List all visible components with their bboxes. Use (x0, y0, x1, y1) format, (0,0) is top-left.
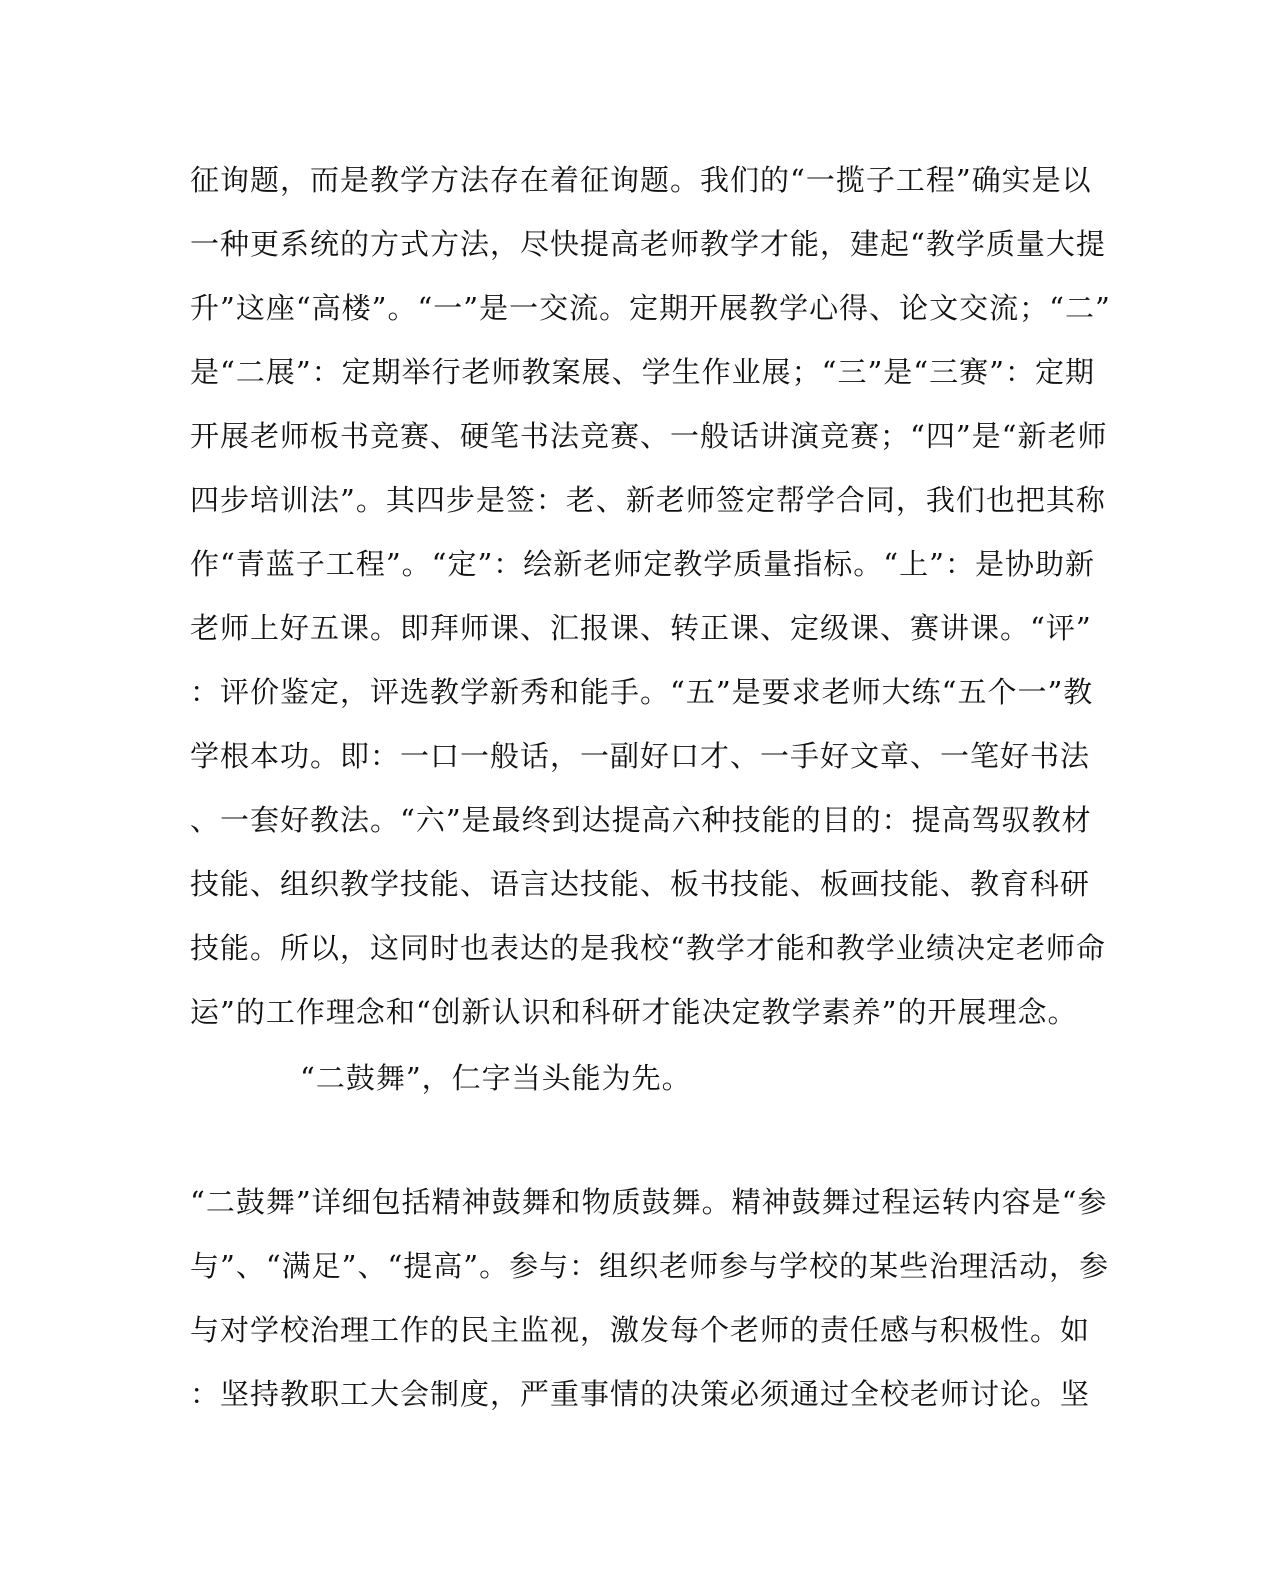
body-text-line: 升”这座“高楼”。“一”是一交流。定期开展教学心得、论文交流；“二” (190, 291, 1111, 325)
body-text-line: ：坚持教职工大会制度，严重事情的决策必须通过全校老师讨论。坚 (190, 1377, 1091, 1411)
body-text-line: 技能。所以，这同时也表达的是我校“教学才能和教学业绩决定老师命 (190, 931, 1106, 965)
body-text-line: 一种更系统的方式方法，尽快提高老师教学才能，建起“教学质量大提 (190, 227, 1106, 261)
body-text-line: 作“青蓝子工程”。“定”：绘新老师定教学质量指标。“上”：是协助新 (190, 547, 1095, 581)
body-text-line: 开展老师板书竞赛、硬笔书法竞赛、一般话讲演竞赛；“四”是“新老师 (190, 419, 1108, 453)
body-text-line: 与对学校治理工作的民主监视，激发每个老师的责任感与积极性。如 (190, 1313, 1091, 1347)
body-text-line: 技能、组织教学技能、语言达技能、板书技能、板画技能、教育科研 (190, 867, 1091, 901)
body-text-line: 与”、“满足”、“提高”。参与：组织老师参与学校的某些治理活动，参 (190, 1249, 1110, 1283)
body-text-line: 老师上好五课。即拜师课、汇报课、转正课、定级课、赛讲课。“评” (190, 611, 1092, 645)
body-text-line: 是“二展”：定期举行老师教案展、学生作业展；“三”是“三赛”：定期 (190, 355, 1095, 389)
body-text-line: 学根本功。即：一口一般话，一副好口才、一手好文章、一笔好书法 (190, 739, 1091, 773)
section-heading: “二鼓舞”，仁字当头能为先。 (300, 1061, 692, 1095)
body-text-line: ：评价鉴定，评选教学新秀和能手。“五”是要求老师大练“五个一”教 (190, 675, 1094, 709)
body-text-line: 四步培训法”。其四步是签：老、新老师签定帮学合同，我们也把其称 (190, 483, 1106, 517)
body-text-line: 运”的工作理念和“创新认识和科研才能决定教学素养”的开展理念。 (190, 995, 1078, 1029)
body-text-line: 征询题，而是教学方法存在着征询题。我们的“一揽子工程”确实是以 (190, 163, 1092, 197)
body-text-line: 、一套好教法。“六”是最终到达提高六种技能的目的：提高驾驭教材 (190, 803, 1092, 837)
body-text-line: “二鼓舞”详细包括精神鼓舞和物质鼓舞。精神鼓舞过程运转内容是“参 (190, 1185, 1108, 1219)
